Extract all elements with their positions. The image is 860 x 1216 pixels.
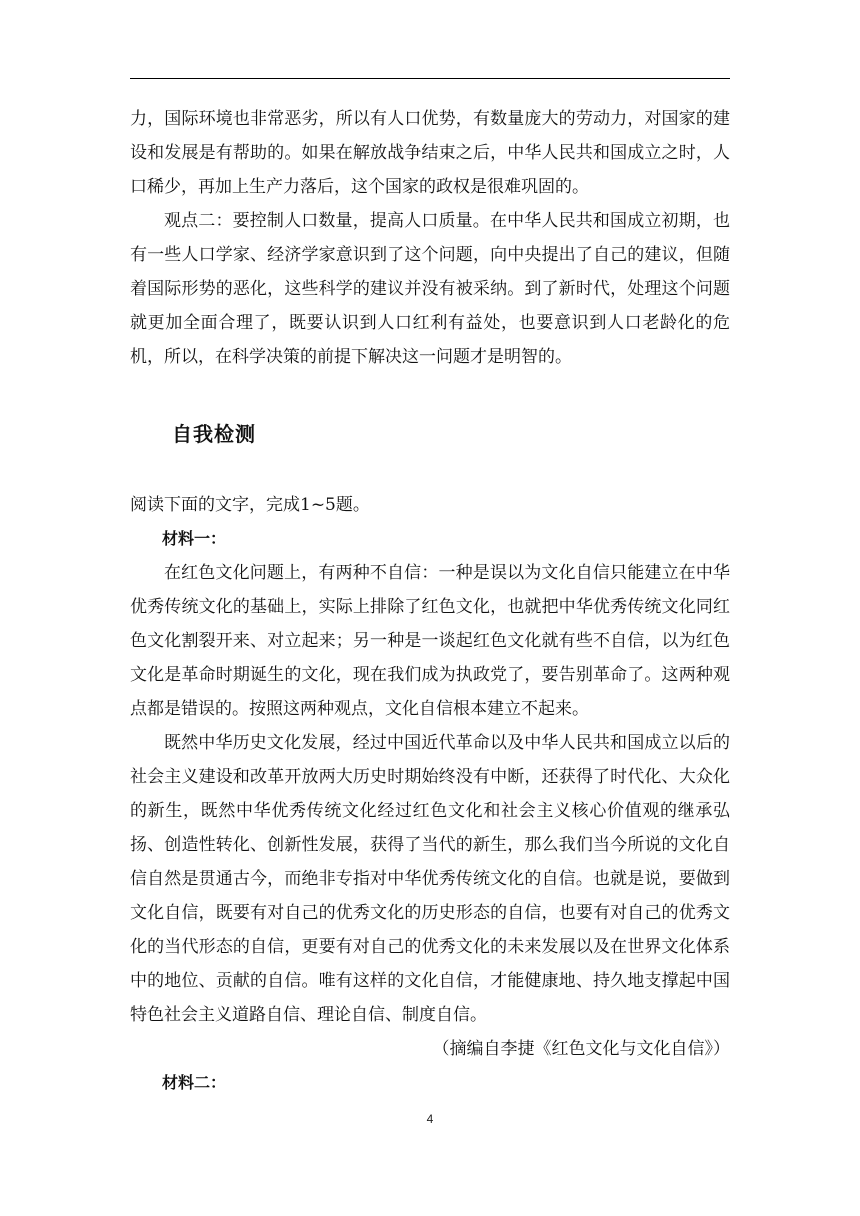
header-rule: [130, 78, 730, 79]
material-one-source: （摘编自李捷《红色文化与文化自信》）: [432, 1039, 730, 1059]
material-one-paragraph-2: 既然中华历史文化发展，经过中国近代革命以及中华人民共和国成立以后的社会主义建设和改革开放两大历史时期始终没有中断，还获得了时代化、大众化的新生，既然中华优秀传统文化经过红色文化和社会主义核心价值观的继承弘扬、创造性转化、创新性发展，获得了当代的新生，那么我们当今所说的文化自信自然是贯通古今，而绝非专指对中华优秀传统文化的自信。也就是说，要做到文化自信，既要有对自己的优秀文化的历史形态的自信，也要有对自己的优秀文化的当代形态的自信，更要有对自己的优秀文化的未来发展以及在世界文化体系中的地位、贡献的自信。唯有这样的文化自信，才能健康地、持久地支撑起中国特色社会主义道路自信、理论自信、制度自信。: [130, 733, 730, 1025]
reading-instruction: 阅读下面的文字，完成1~5题。: [130, 495, 370, 515]
material-two-label: 材料二：: [162, 1073, 227, 1092]
paragraph-viewpoint-two: 观点二：要控制人口数量，提高人口质量。在中华人民共和国成立初期，也有一些人口学家、经济学家意识到了这个问题，向中央提出了自己的建议，但随着国际形势的恶化，这些科学的建议并没有被采纳。到了新时代，处理这个问题就更加全面合理了，既要认识到人口红利有益处，也要意识到人口老龄化的危机，所以，在科学决策的前提下解决这一问题才是明智的。: [130, 211, 730, 367]
paragraph-continuation: 力，国际环境也非常恶劣，所以有人口优势，有数量庞大的劳动力，对国家的建设和发展是有帮助的。如果在解放战争结束之后，中华人民共和国成立之时，人口稀少，再加上生产力落后，这个国家的政权是很难巩固的。: [130, 109, 730, 197]
material-one-paragraph-1: 在红色文化问题上，有两种不自信：一种是误以为文化自信只能建立在中华优秀传统文化的基础上，实际上排除了红色文化，也就把中华优秀传统文化同红色文化割裂开来、对立起来；另一种是一谈起红色文化就有些不自信，以为红色文化是革命时期诞生的文化，现在我们成为执政党了，要告别革命了。这两种观点都是错误的。按照这两种观点，文化自信根本建立不起来。: [130, 563, 730, 719]
material-one-label: 材料一：: [162, 529, 227, 548]
section-title: 自我检测: [172, 422, 256, 446]
top-text-block: [130, 102, 730, 374]
page-number: 4: [426, 1112, 434, 1126]
self-test-text-block: [130, 488, 730, 1100]
